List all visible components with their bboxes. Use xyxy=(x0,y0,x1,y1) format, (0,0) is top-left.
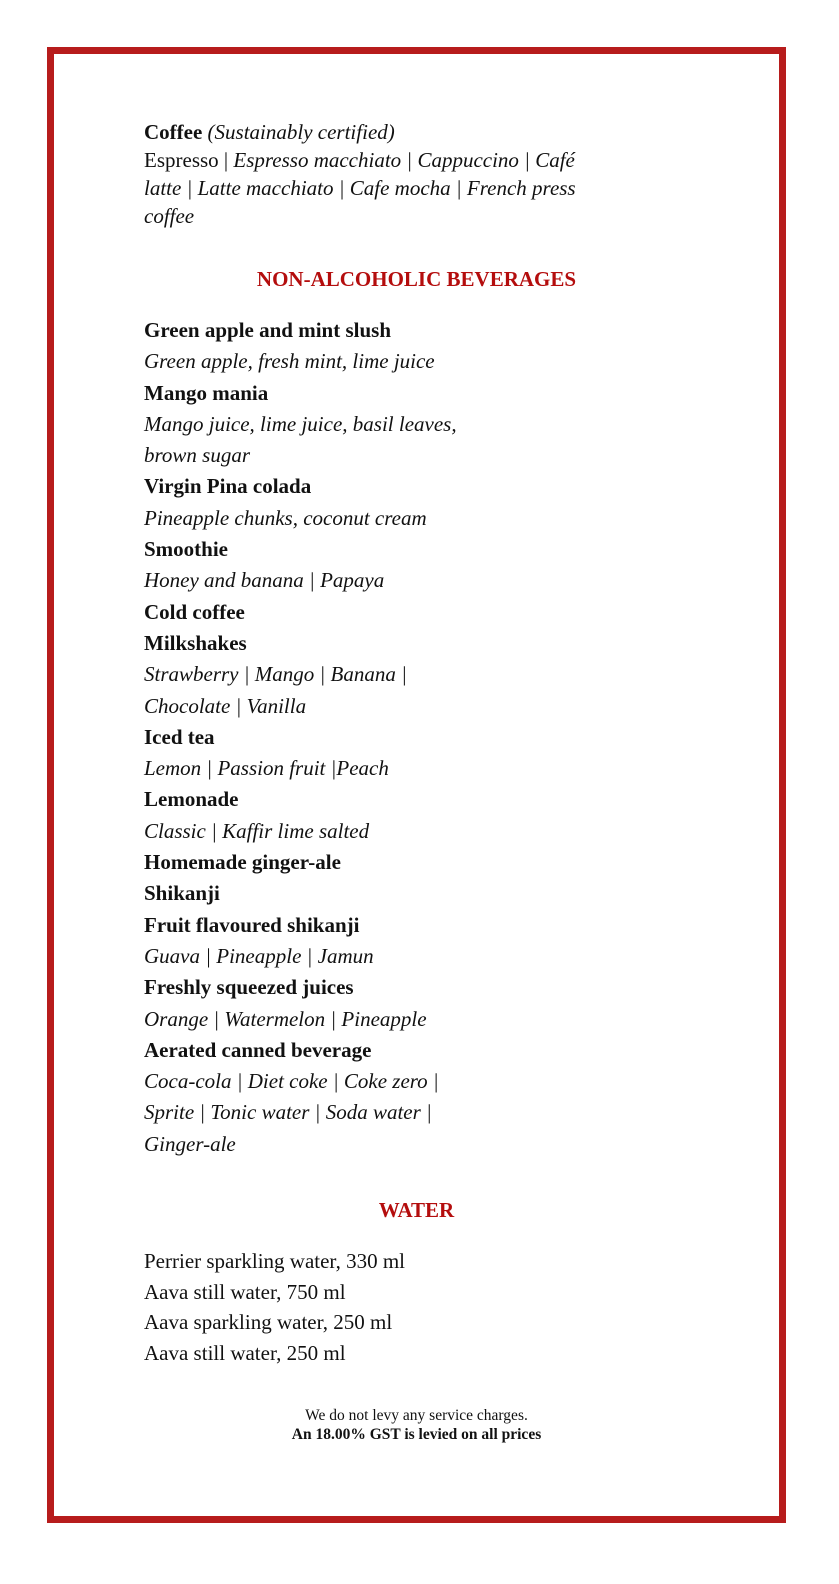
coffee-espresso: Espresso xyxy=(144,148,219,172)
water-item: Aava still water, 250 ml xyxy=(144,1340,346,1365)
water-item: Aava sparkling water, 250 ml xyxy=(144,1310,393,1335)
beverage-name: Cold coffee xyxy=(144,599,245,624)
beverage-description: Orange | Watermelon | Pineapple xyxy=(144,1006,427,1031)
beverage-description: Sprite | Tonic water | Soda water | xyxy=(144,1100,432,1125)
beverage-description: Lemon | Passion fruit |Peach xyxy=(144,756,389,781)
coffee-varieties-line-2: latte | Latte macchiato | Cafe mocha | French press xyxy=(144,176,576,200)
beverage-description: Guava | Pineapple | Jamun xyxy=(144,943,374,968)
beverage-description: Classic | Kaffir lime salted xyxy=(144,818,370,843)
beverage-name: Lemonade xyxy=(144,787,239,812)
beverage-name: Green apple and mint slush xyxy=(144,318,392,342)
water-list xyxy=(144,1246,644,1368)
beverage-description: Green apple, fresh mint, lime juice xyxy=(144,349,435,374)
beverage-name: Smoothie xyxy=(144,537,228,562)
coffee-varieties-rest: Espresso macchiato | Cappuccino | Café xyxy=(233,148,575,172)
beverage-name: Fruit flavoured shikanji xyxy=(144,912,360,937)
beverage-name: Milkshakes xyxy=(144,630,247,655)
beverage-name: Iced tea xyxy=(144,724,215,749)
coffee-note: (Sustainably certified) xyxy=(207,120,395,144)
beverage-description: brown sugar xyxy=(144,443,250,468)
water-item: Aava still water, 750 ml xyxy=(144,1279,346,1304)
gst-note: An 18.00% GST is levied on all prices xyxy=(291,1426,542,1443)
beverage-name: Mango mania xyxy=(144,380,269,405)
beverage-description: Pineapple chunks, coconut cream xyxy=(144,505,427,530)
service-charge-note: We do not levy any service charges. xyxy=(305,1407,528,1424)
beverage-name: Freshly squeezed juices xyxy=(144,975,354,1000)
beverage-description: Coca-cola | Diet coke | Coke zero | xyxy=(144,1069,439,1094)
menu-footer xyxy=(144,1406,689,1444)
coffee-name: Coffee xyxy=(144,120,203,144)
beverage-name: Virgin Pina colada xyxy=(144,474,312,499)
beverage-name: Shikanji xyxy=(144,881,220,906)
coffee-section xyxy=(144,118,644,230)
menu-content xyxy=(144,118,644,1368)
water-heading: WATER xyxy=(378,1198,455,1223)
beverage-description: Ginger-ale xyxy=(144,1131,236,1156)
beverage-description: Strawberry | Mango | Banana | xyxy=(144,662,407,687)
beverage-description: Chocolate | Vanilla xyxy=(144,693,307,718)
beverage-name: Aerated canned beverage xyxy=(144,1037,372,1062)
beverage-name: Homemade ginger-ale xyxy=(144,850,341,875)
beverage-description: Honey and banana | Papaya xyxy=(144,568,385,593)
coffee-title-line xyxy=(144,118,644,146)
water-item: Perrier sparkling water, 330 ml xyxy=(144,1249,406,1274)
non-alcoholic-list xyxy=(144,315,644,1160)
coffee-varieties-line-1: Espresso | Espresso macchiato | Cappuccino | Café xyxy=(144,148,575,172)
non-alcoholic-heading: NON-ALCOHOLIC BEVERAGES xyxy=(256,267,577,291)
coffee-varieties-line-3: coffee xyxy=(144,204,195,228)
beverage-description: Mango juice, lime juice, basil leaves, xyxy=(144,411,457,436)
